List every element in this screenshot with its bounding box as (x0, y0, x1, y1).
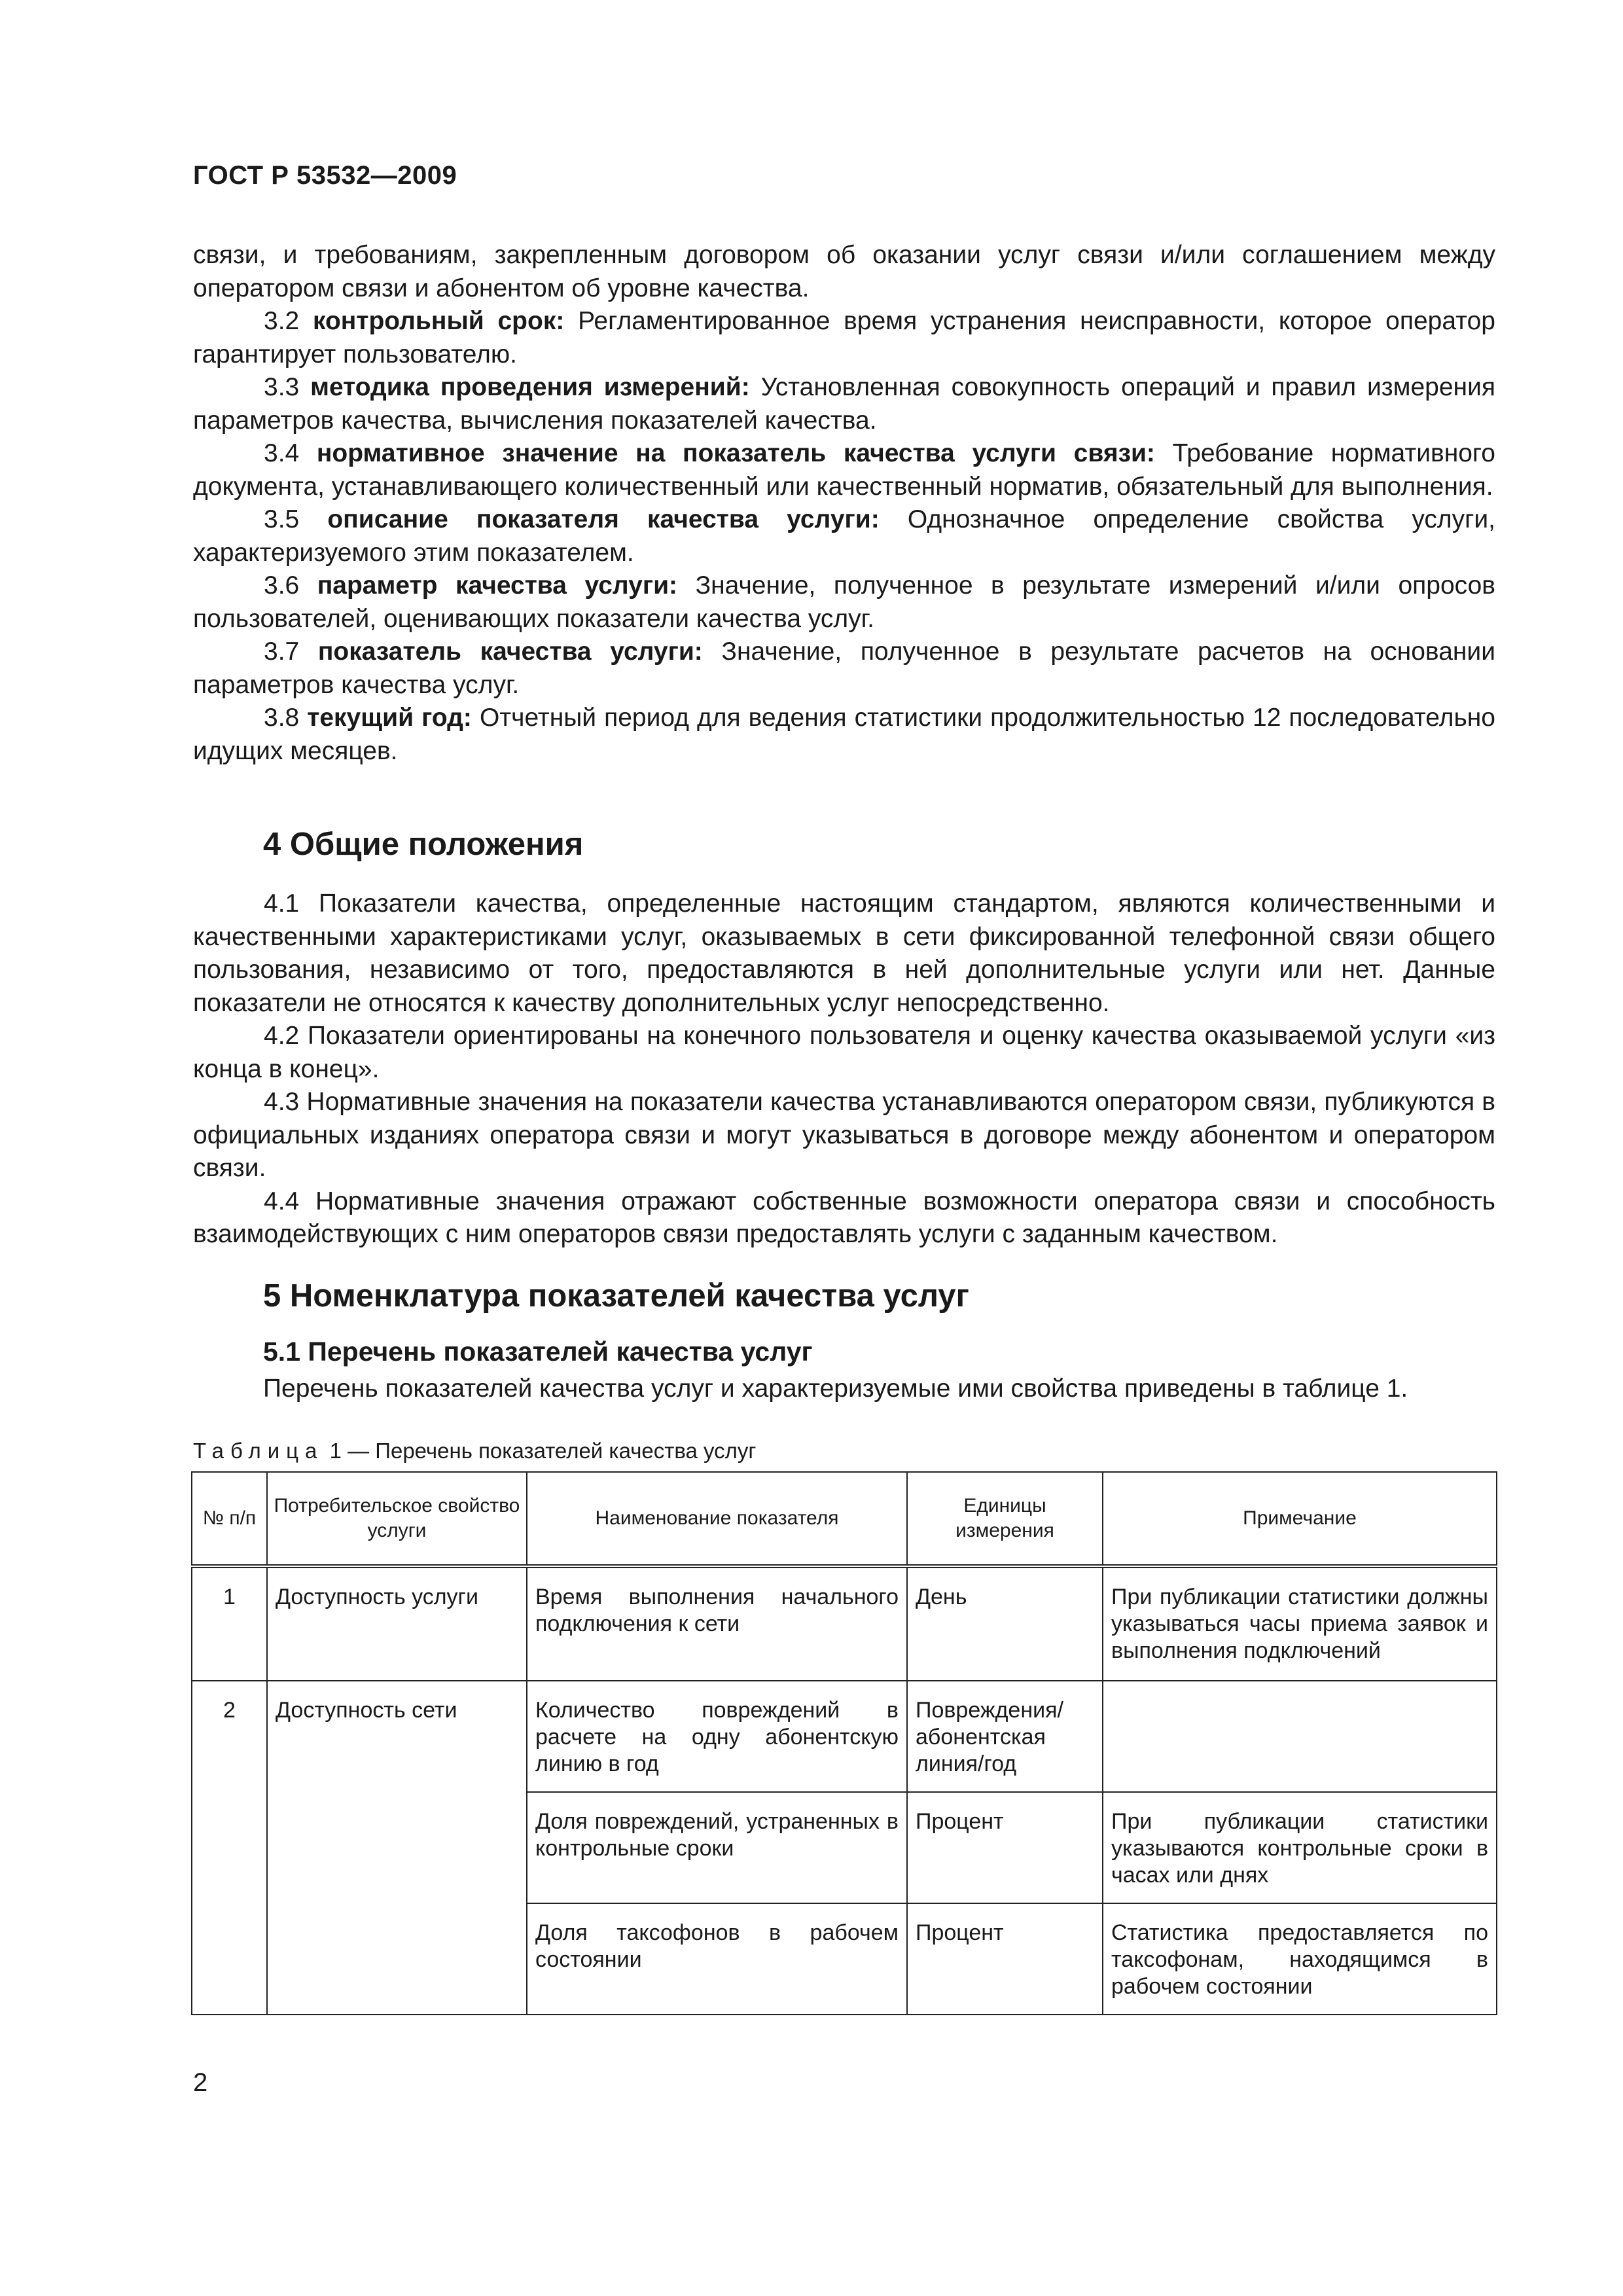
term-item (193, 371, 1495, 437)
term-item (193, 569, 1495, 636)
table-row (192, 1566, 1497, 1681)
term-definition: Требование нормативного документа, устанавливающего количественный или качественный норматив, обязательный для выполнения. (193, 439, 1495, 501)
term-definition: Отчетный период для ведения статистики продолжительностью 12 последовательно идущих месяцев. (193, 704, 1496, 765)
term-number: 3.6 (264, 571, 300, 600)
indicators-table (191, 1471, 1497, 2015)
paragraph: 4.4 Нормативные значения отражают собственные возможности оператора связи и способность взаимодействующих с ним операторов связи предоставлять услуги с заданным качеством. (193, 1187, 1495, 1248)
term-name: контрольный срок: (312, 307, 565, 335)
paragraph: 4.2 Показатели ориентированы на конечного пользователя и оценку качества оказываемой услуги «из конца в конец». (193, 1022, 1495, 1083)
section-5-heading: 5 Номенклатура показателей качества услуг (263, 1278, 969, 1314)
term-name: текущий год: (307, 704, 472, 732)
terms-block (193, 239, 1495, 768)
cell-property: Доступность сети (267, 1681, 527, 2015)
term-item (193, 702, 1495, 768)
cell-units: Процент (907, 1792, 1103, 1903)
term-number: 3.4 (264, 439, 300, 467)
term-item (193, 503, 1495, 569)
page-number: 2 (193, 2068, 208, 2097)
term-item (193, 636, 1495, 702)
term-name: методика проведения измерений: (310, 373, 750, 401)
terms-continuation: связи, и требованиям, закрепленным договором об оказании услуг связи и/или соглашением между оператором связи и абонентом об уровне качества. (193, 241, 1495, 302)
term-number: 3.8 (264, 704, 300, 732)
paragraph: 4.1 Показатели качества, определенные настоящим стандартом, являются количественными и качественными характеристиками услуг, оказываемых в сети фиксированной телефонной связи общего пользования, независимо от того, предоставляются в ней дополнительные услуги или нет. Данные показатели не относятся к качеству дополнительных услуг непосредственно. (193, 889, 1495, 1017)
standard-header: ГОСТ Р 53532—2009 (193, 161, 457, 190)
term-number: 3.2 (264, 307, 300, 335)
header-num: № п/п (192, 1472, 267, 1566)
cell-indicator: Доля повреждений, устраненных в контрольные сроки (527, 1792, 907, 1903)
subsection-5-1-heading: 5.1 Перечень показателей качества услуг (263, 1336, 813, 1367)
term-name: нормативное значение на показатель качества услуги связи: (316, 439, 1155, 467)
term-item (193, 437, 1495, 503)
cell-units: Процент (907, 1903, 1103, 2015)
table-row (192, 1681, 1497, 1792)
header-property: Потребительское свойство услуги (267, 1472, 527, 1566)
cell-indicator: Доля таксофонов в рабочем состоянии (527, 1903, 907, 2015)
section-5-intro (263, 1372, 1495, 1406)
term-name: описание показателя качества услуги: (327, 505, 880, 533)
table-caption-prefix: Таблица (193, 1439, 324, 1463)
header-units: Единицы измерения (907, 1472, 1103, 1566)
header-indicator: Наименование показателя (527, 1472, 907, 1566)
cell-num: 2 (192, 1681, 267, 2015)
term-number: 3.5 (264, 505, 300, 533)
cell-note: При публикации статистики указываются контрольные сроки в часах или днях (1103, 1792, 1497, 1903)
section-4-heading: 4 Общие положения (263, 827, 584, 862)
term-definition: Однозначное определение свойства услуги, характеризуемого этим показателем. (193, 505, 1495, 567)
term-name: показатель качества услуги: (317, 637, 703, 666)
section-4-body (193, 888, 1495, 1251)
term-definition: Значение, полученное в результате измерений и/или опросов пользователей, оценивающих показатели качества услуг. (193, 571, 1495, 633)
cell-note: При публикации статистики должны указываться часы приема заявок и выполнения подключений (1103, 1566, 1497, 1681)
paragraph: 4.3 Нормативные значения на показатели качества устанавливаются оператором связи, публикуются в официальных изданиях оператора связи и могут указываться в договоре между абонентом и оператором связи. (193, 1088, 1495, 1182)
term-item (193, 305, 1495, 371)
term-definition: Установленная совокупность операций и правил измерения параметров качества, вычисления показателей качества. (193, 373, 1495, 435)
cell-property: Доступность услуги (267, 1566, 527, 1681)
header-note: Примечание (1103, 1472, 1497, 1566)
cell-indicator: Количество повреждений в расчете на одну абонентскую линию в год (527, 1681, 907, 1792)
term-name: параметр качества услуги: (317, 571, 678, 600)
term-definition: Регламентированное время устранения неисправности, которое оператор гарантирует пользователю. (193, 307, 1495, 368)
term-definition: Значение, полученное в результате расчетов на основании параметров качества услуг. (193, 637, 1495, 699)
cell-units: Повреждения/ абонентская линия/год (907, 1681, 1103, 1792)
table-caption-title: 1 — Перечень показателей качества услуг (329, 1439, 757, 1463)
cell-indicator: Время выполнения начального подключения к сети (527, 1566, 907, 1681)
cell-note: Статистика предоставляется по таксофонам, находящимся в рабочем состоянии (1103, 1903, 1497, 2015)
term-number: 3.3 (264, 373, 300, 401)
term-number: 3.7 (264, 637, 300, 666)
cell-num: 1 (192, 1566, 267, 1681)
table-caption (193, 1439, 756, 1463)
table-header-row (192, 1472, 1497, 1566)
paragraph: Перечень показателей качества услуг и характеризуемые ими свойства приведены в таблице 1. (263, 1374, 1408, 1403)
cell-note (1103, 1681, 1497, 1792)
cell-units: День (907, 1566, 1103, 1681)
